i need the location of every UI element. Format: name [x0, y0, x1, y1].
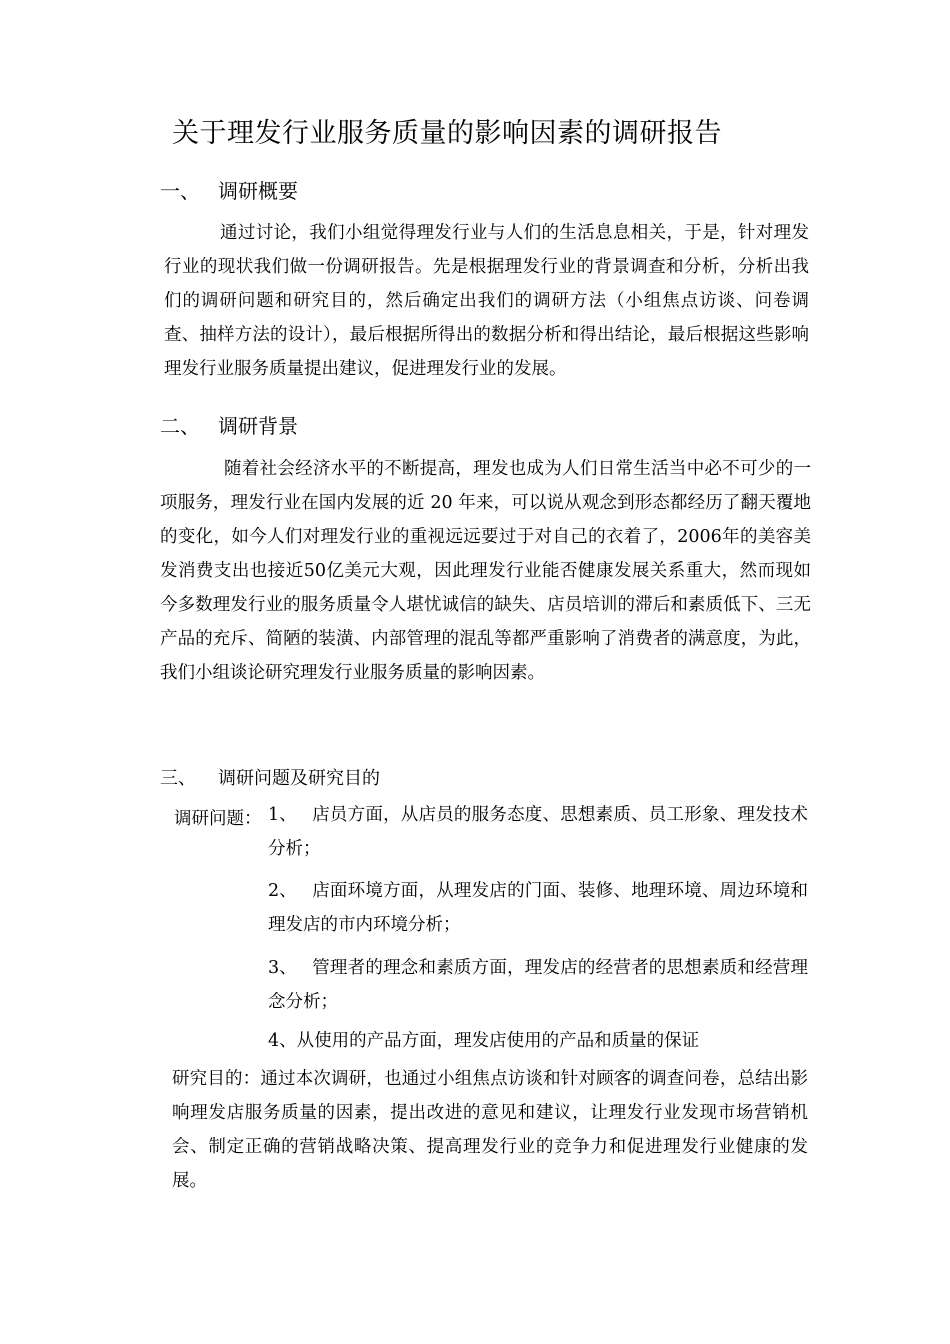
purpose-text: 通过本次调研，也通过小组焦点访谈和针对顾客的调查问卷，总结出影响理发店服务质量的因素，提出改进的意见和建议，让理发行业发现市场营销机会、制定正确的营销战略决策、提高理发行业的竞争力和促进理发行业健康的发展。	[172, 1069, 808, 1191]
question-text: 管理者的理念和素质方面，理发店的经营者的思想素质和经营理念分析；	[268, 958, 808, 1012]
section-title: 调研问题及研究目的	[218, 768, 380, 789]
section-paragraph-1: 通过讨论，我们小组觉得理发行业与人们的生活息息相关，于是，针对理发行业的现状我们做一份调研报告。先是根据理发行业的背景调查和分析，分析出我们的调研问题和研究目的，然后确定出我们的调研方法（小组焦点访谈、问卷调查、抽样方法的设计），最后根据所得出的数据分析和得出结论，最后根据这些影响理发行业服务质量提出建议，促进理发行业的发展。	[164, 223, 809, 379]
question-number: 3、	[268, 958, 297, 978]
section-title: 调研背景	[218, 414, 298, 438]
section-number: 一、	[160, 179, 200, 203]
question-item-2	[268, 874, 808, 942]
question-number: 1、	[268, 805, 297, 825]
question-number: 2、	[268, 881, 297, 901]
section-paragraph-2: 随着社会经济水平的不断提高，理发也成为人们日常生活当中必不可少的一项服务，理发行业在国内发展的近 20 年来，可以说从观念到形态都经历了翻天覆地的变化，如今人们对理发行业的重视远远要过于对自己的衣着了，2006年的美容美发消费支出也接近50亿美元大观，因此理发行业能否健康发展关系重大，然而现如今多数理发行业的服务质量令人堪忧诚信的缺失、店员培训的滞后和素质低下、三无产品的充斥、简陋的装潢、内部管理的混乱等都严重影响了消费者的满意度，为此，我们小组谈论研究理发行业服务质量的影响因素。	[160, 459, 811, 683]
section-title: 调研概要	[218, 179, 298, 203]
purpose-paragraph	[172, 1062, 808, 1198]
question-number: 4、	[268, 1031, 297, 1051]
section-number: 三、	[160, 768, 196, 789]
document-title: 关于理发行业服务质量的影响因素的调研报告	[172, 118, 722, 149]
section-heading-2	[160, 410, 298, 439]
question-item-4	[268, 1024, 828, 1058]
question-item-3	[268, 951, 808, 1019]
question-text: 店面环境方面，从理发店的门面、装修、地理环境、周边环境和理发店的市内环境分析；	[268, 881, 808, 935]
purpose-label: 研究目的：	[172, 1069, 261, 1089]
question-item-1	[268, 798, 808, 866]
question-text: 从使用的产品方面，理发店使用的产品和质量的保证	[296, 1031, 700, 1051]
section-number: 二、	[160, 414, 200, 438]
section-heading-1	[160, 175, 298, 204]
section-heading-3	[160, 764, 380, 790]
question-text: 店员方面，从店员的服务态度、思想素质、员工形象、理发技术分析；	[268, 805, 808, 859]
questions-label: 调研问题：	[174, 809, 262, 829]
